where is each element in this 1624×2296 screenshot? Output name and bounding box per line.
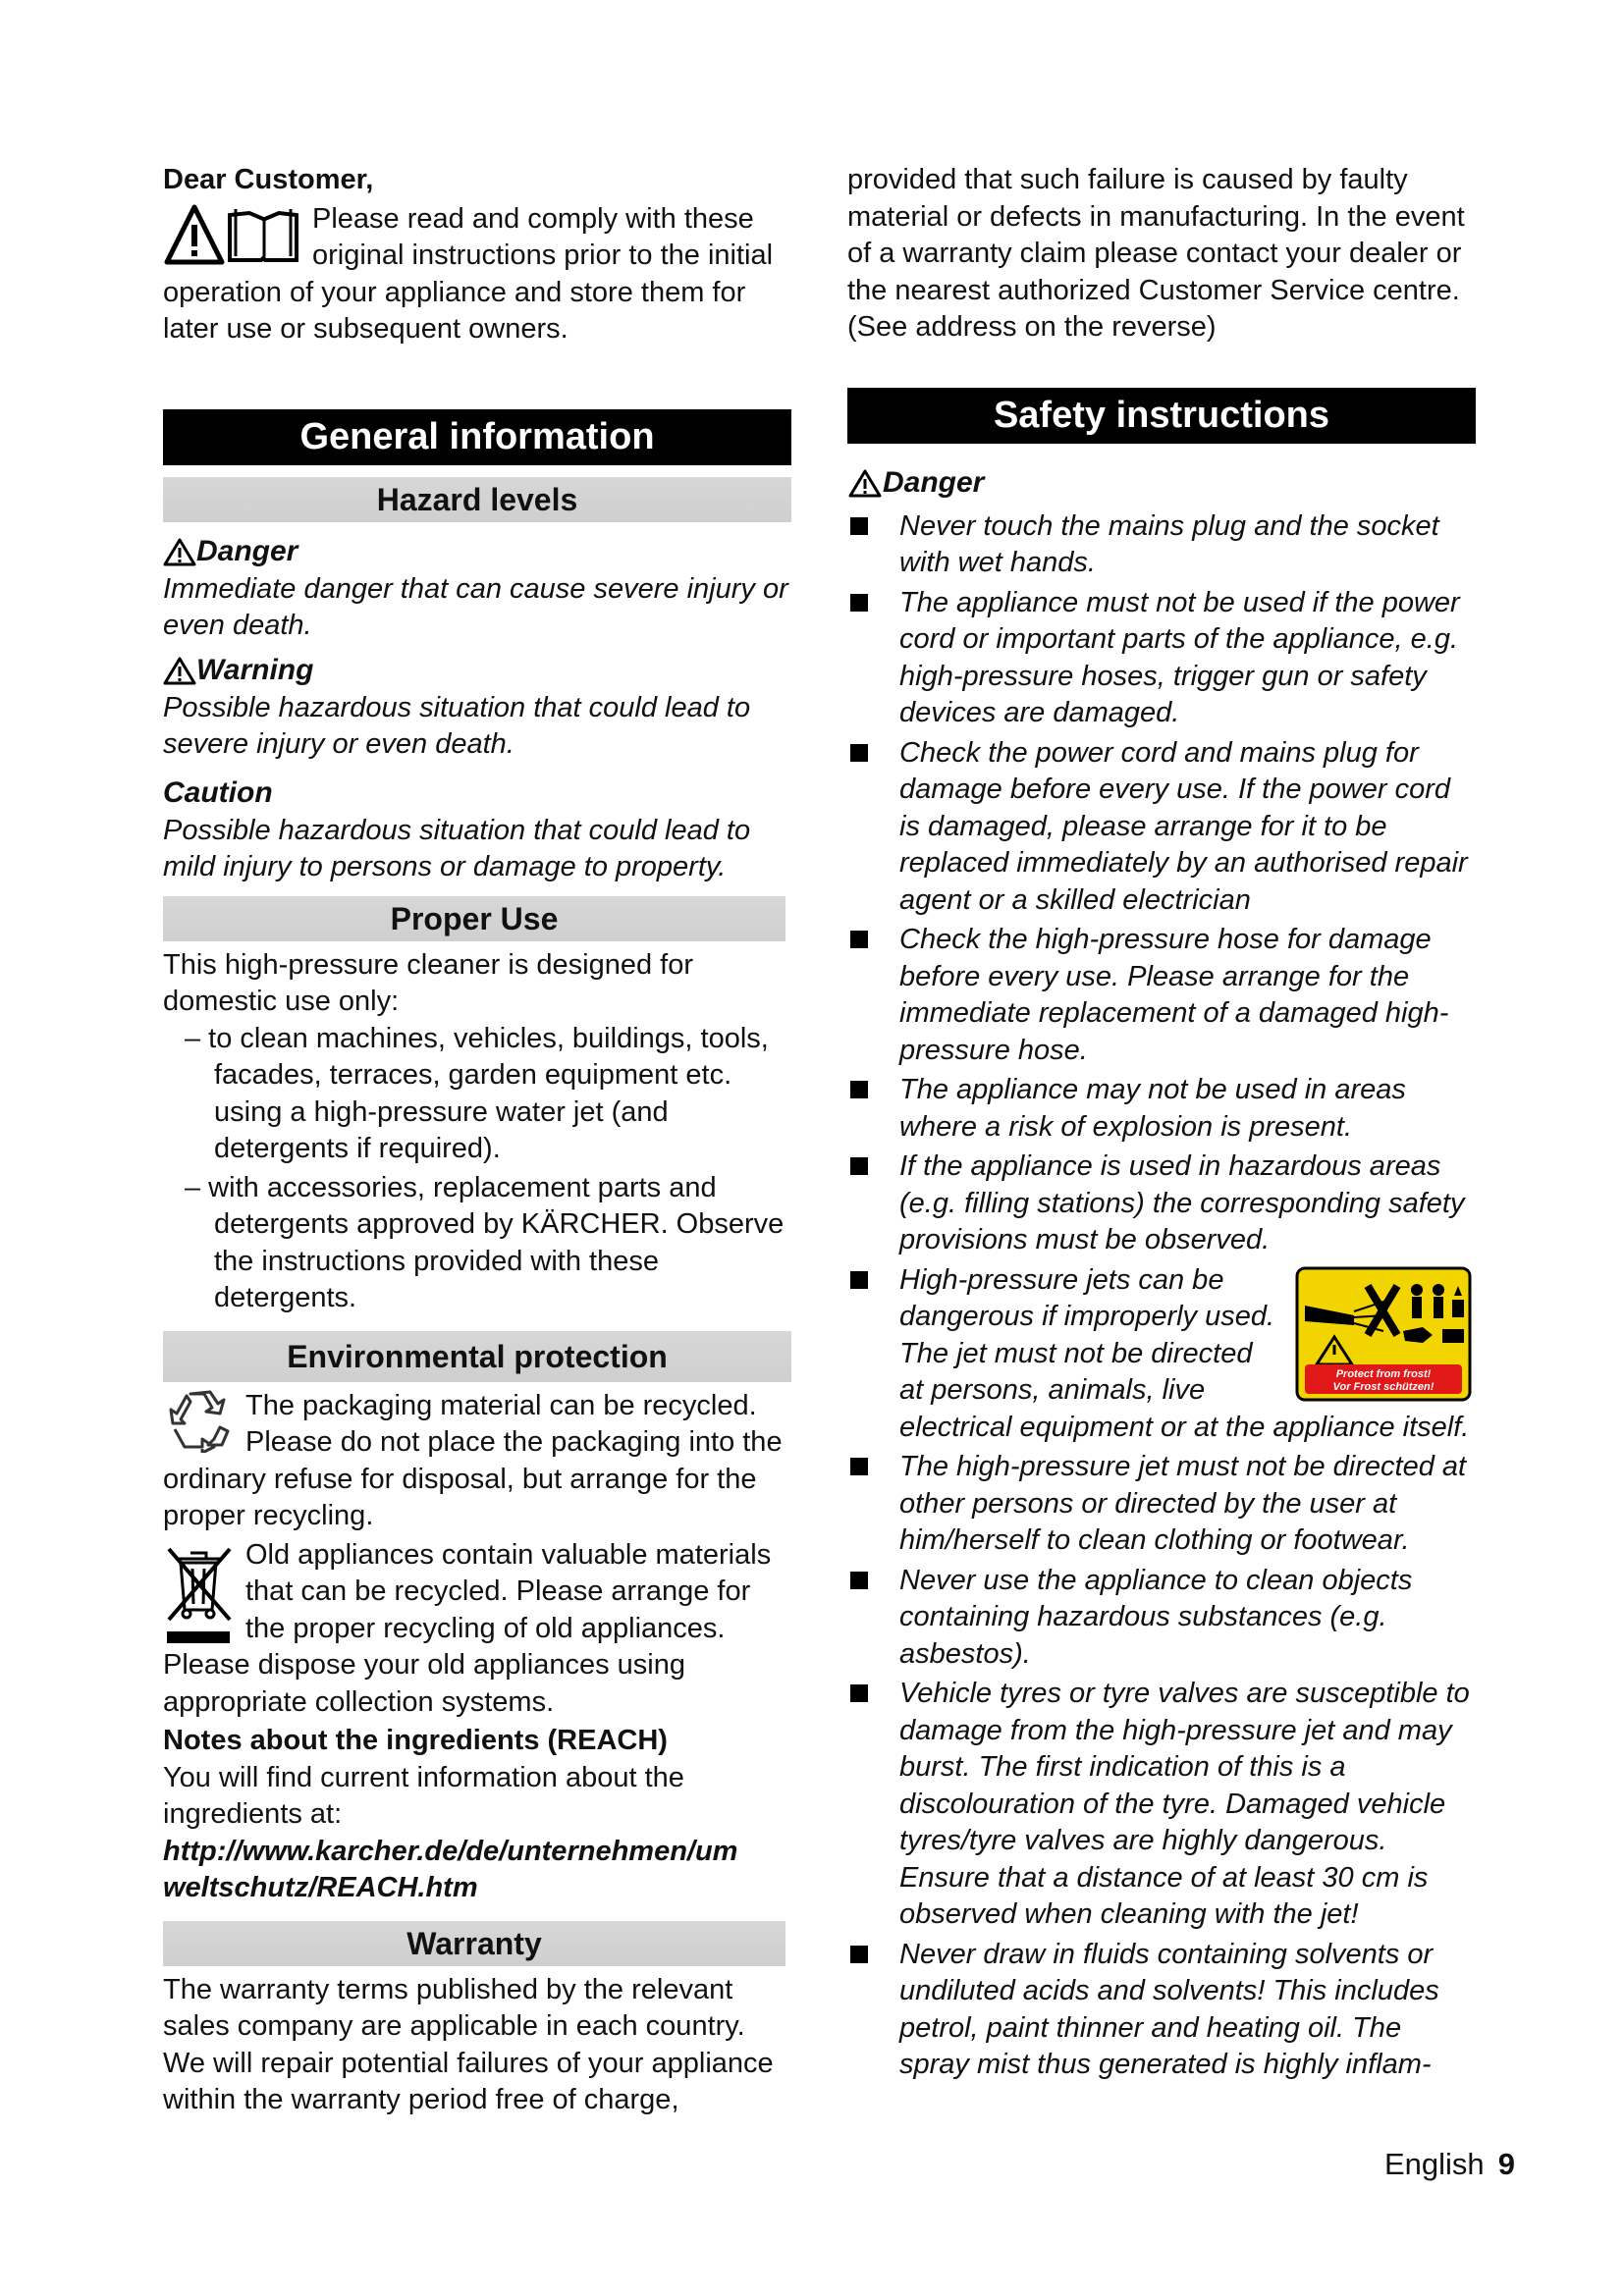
proper-use-item: – to clean machines, vehicles, buildings, tools, facades, terraces, garden equipment etc. using a high-pressure water jet (and detergents if required).	[185, 1022, 769, 1164]
list-item: If the appliance is used in hazardous areas (e.g. filling stations) the corresponding safety provisions must be observed.	[847, 1148, 1476, 1259]
weee-paragraph	[163, 1537, 791, 1722]
warning-label	[163, 651, 791, 690]
greeting: Dear Customer,	[163, 164, 374, 195]
reach-text: You will find current information about the ingredients at:	[163, 1761, 684, 1830]
caution-label: Caution	[163, 775, 273, 809]
list-item: Never use the appliance to clean objects containing hazardous substances (e.g. asbestos).	[847, 1563, 1476, 1674]
frost-warning-sign	[1295, 1266, 1472, 1402]
left-column	[163, 162, 791, 2119]
reach-url-link[interactable]: http://www.karcher.de/de/unternehmen/umweltschutz/REACH.htm	[163, 1835, 738, 1903]
warning-triangle-icon	[163, 656, 196, 685]
intro-line2: original instructions prior to the initial	[312, 240, 774, 271]
warning-triangle-icon	[163, 537, 196, 566]
safety-danger-label	[847, 463, 1476, 503]
footer-language: English	[1384, 2147, 1485, 2181]
weee-text: Old appliances contain valuable materials that can be recycled. Please arrange for the proper recycling of old appliances. Please dispose your old appliances using appropriate collection systems.	[163, 1538, 772, 1718]
proper-use-heading: Proper Use	[163, 896, 785, 941]
sign-line2: Vor Frost schützen!	[1332, 1380, 1435, 1393]
intro-paragraph	[163, 201, 791, 348]
warranty-note: (See address on the reverse)	[847, 311, 1217, 343]
list-item: The high-pressure jet must not be directed at other persons or directed by the user at him/herself to clean clothing or footwear.	[847, 1449, 1476, 1560]
environmental-protection-heading: Environmental protection	[163, 1331, 791, 1382]
intro-rest: operation of your appliance and store them for later use or subsequent owners.	[163, 276, 746, 345]
danger-description: Immediate danger that can cause severe injury or even death.	[163, 572, 788, 641]
list-item: Never draw in fluids containing solvents or undiluted acids and solvents! This includes petrol, paint thinner and heating oil. The spray mist thus generated is highly inflam-	[847, 1937, 1476, 2084]
hazard-levels-heading: Hazard levels	[163, 477, 791, 522]
warning-label-text: Warning	[196, 653, 314, 686]
list-item	[847, 1262, 1476, 1447]
warning-description: Possible hazardous situation that could lead to severe injury or even death.	[163, 691, 751, 760]
recycle-text: The packaging material can be recycled. Please do not place the packaging into the ordinary refuse for disposal, but arrange for the proper recycling.	[163, 1389, 783, 1531]
safety-danger-label-text: Danger	[883, 465, 985, 499]
warranty-heading: Warranty	[163, 1921, 785, 1966]
warranty-continued-text: provided that such failure is caused by faulty material or defects in manufacturing. In the event of a warranty claim please contact your dealer or the nearest authorized Customer Service centre.	[847, 164, 1465, 306]
list-item: Never touch the mains plug and the socket with wet hands.	[847, 508, 1476, 582]
safety-list	[847, 508, 1476, 2084]
general-information-heading: General information	[163, 409, 791, 465]
list-item-text: High-pressure jets can be dangerous if improperly used. The jet must not be directed at persons, animals, live electrical equipment or at the appliance itself.	[899, 1263, 1470, 1443]
warranty-continued	[847, 162, 1476, 309]
page-number: 9	[1497, 2147, 1515, 2181]
recycle-paragraph	[163, 1388, 791, 1535]
warranty-text-left	[163, 1972, 791, 2119]
crossed-out-bin-icon	[163, 1541, 234, 1645]
safety-instructions-heading: Safety instructions	[847, 388, 1476, 444]
reach-heading: Notes about the ingredients (REACH)	[163, 1725, 668, 1756]
right-column	[847, 162, 1476, 2087]
list-item: Vehicle tyres or tyre valves are susceptible to damage from the high-pressure jet and may burst. The first indication of this is a discolouration of the tyre. Damaged vehicle tyres/tyre valves are highly dangerous. Ensure that a distance of at least 30 cm is observed when cleaning with the jet!	[847, 1676, 1476, 1934]
list-item: The appliance may not be used in areas where a risk of explosion is present.	[847, 1072, 1476, 1146]
intro-line1: Please read and comply with these	[312, 202, 754, 235]
recycling-icon	[163, 1388, 232, 1453]
danger-label	[163, 532, 791, 571]
warning-manual-icon	[163, 201, 300, 266]
list-item: The appliance must not be used if the power cord or important parts of the appliance, e.g. high-pressure hoses, trigger gun or safety devices are damaged.	[847, 585, 1476, 732]
list-item: Check the high-pressure hose for damage before every use. Please arrange for the immediate replacement of a damaged high-pressure hose.	[847, 922, 1476, 1069]
warranty-text: The warranty terms published by the relevant sales company are applicable in each country. We will repair potential failures of your appliance within the warranty period free of charge,	[163, 1973, 774, 2115]
list-item: Check the power cord and mains plug for damage before every use. If the power cord is damaged, please arrange for it to be replaced immediately by an authorised repair agent or a skilled electrician	[847, 735, 1476, 920]
proper-use-item: – with accessories, replacement parts and detergents approved by KÄRCHER. Observe the instructions provided with these detergents.	[185, 1171, 785, 1313]
danger-label-text: Danger	[196, 534, 298, 567]
sign-line1: Protect from frost!	[1335, 1367, 1432, 1380]
warning-triangle-icon	[847, 468, 883, 498]
high-pressure-warning-sign-icon	[1295, 1266, 1472, 1402]
proper-use-intro: This high-pressure cleaner is designed for domestic use only:	[163, 948, 693, 1017]
caution-description: Possible hazardous situation that could lead to mild injury to persons or damage to property.	[163, 814, 751, 882]
page-footer	[1384, 2147, 1515, 2182]
